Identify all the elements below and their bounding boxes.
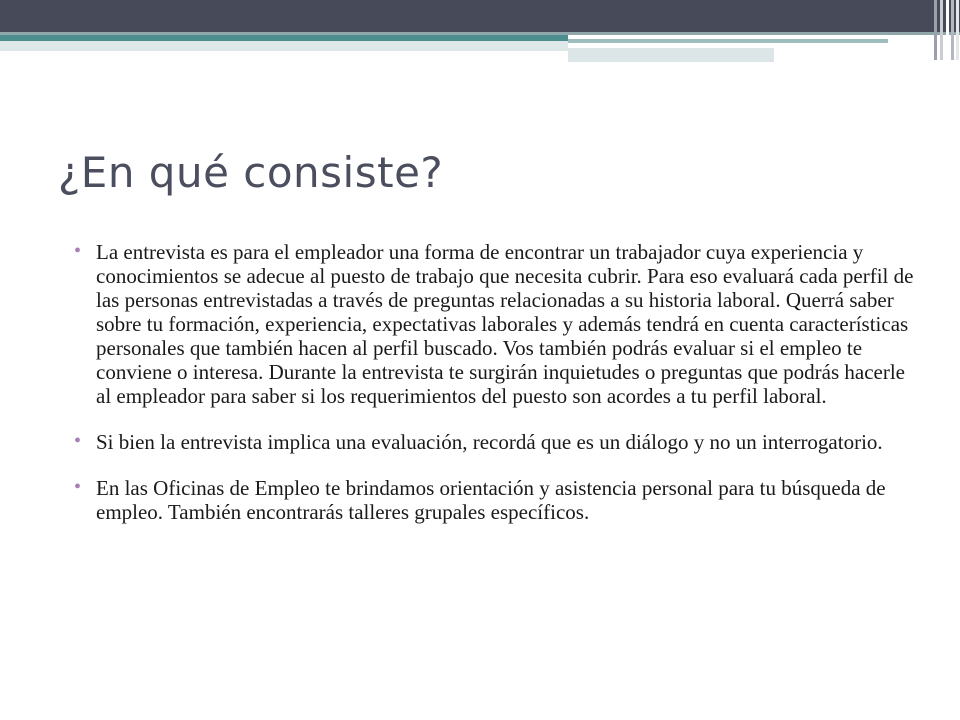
bullet-dot-icon: • (74, 476, 82, 498)
slide-title: ¿En qué consiste? (58, 148, 444, 197)
bullet-text: En las Oficinas de Empleo te brindamos orientación y asistencia personal para tu búsqueda de empleo. También encontrarás talleres grupales específicos. (96, 476, 886, 524)
accent-bar-secondary (568, 39, 888, 43)
corner-stripes (932, 0, 960, 60)
accent-bar-light (0, 41, 568, 51)
list-item (74, 430, 914, 454)
bullet-dot-icon: • (74, 430, 82, 452)
bullet-text: Si bien la entrevista implica una evaluación, recordá que es un diálogo y no un interrogatorio. (96, 430, 883, 454)
list-item (74, 240, 914, 408)
accent-bar-light-right (568, 48, 774, 62)
bullet-list (74, 240, 914, 546)
list-item (74, 476, 914, 524)
header-band (0, 0, 960, 32)
bullet-text: La entrevista es para el empleador una forma de encontrar un trabajador cuya experiencia y conocimientos se adecue al puesto de trabajo que necesita cubrir. Para eso evaluará cada perfil de las personas entrevistadas a través de preguntas relacionadas a su historia laboral. Querrá saber sobre tu formación, experiencia, expectativas laborales y además tendrá en cuenta características personales que también hacen al perfil buscado. Vos también podrás evaluar si el empleo te conviene o interesa. Durante la entrevista te surgirán inquietudes o preguntas que podrás hacerle al empleador para saber si los requerimientos del puesto son acordes a tu perfil laboral. (96, 240, 914, 408)
bullet-dot-icon: • (74, 240, 82, 262)
